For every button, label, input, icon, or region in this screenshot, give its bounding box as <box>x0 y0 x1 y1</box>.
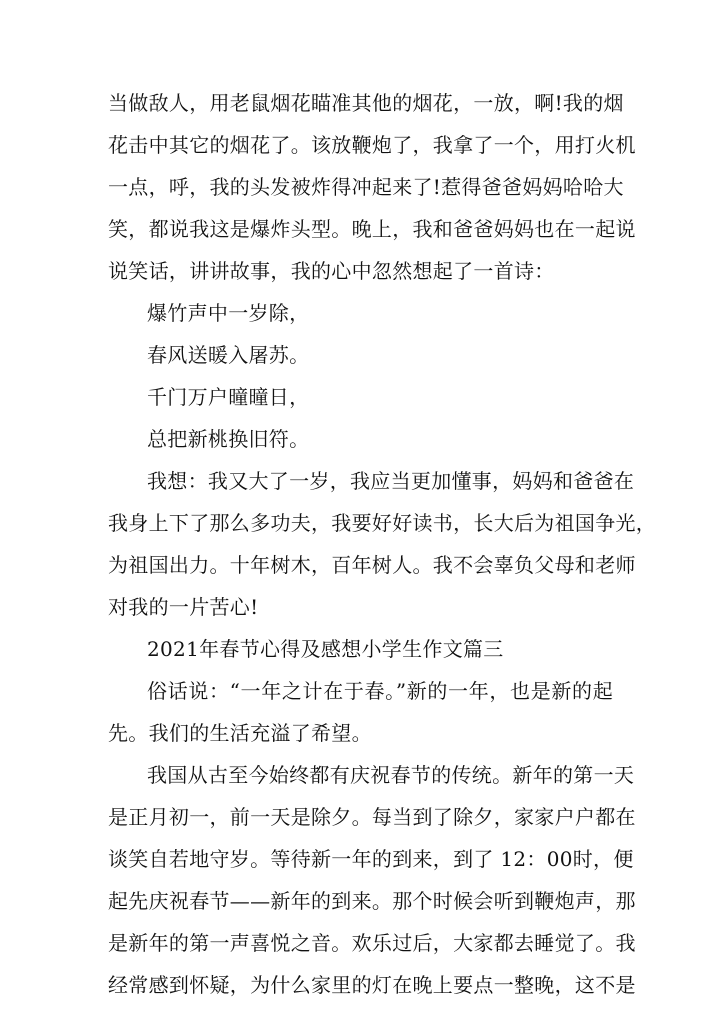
text-line: 经常感到怀疑，为什么家里的灯在晚上要点一整晚，这不是 <box>108 973 636 997</box>
text-line: 笑，都说我这是爆炸头型。晚上，我和爸爸妈妈也在一起说 <box>108 217 636 241</box>
text-line: 起先庆祝春节——新年的到来。那个时候会听到鞭炮声，那 <box>108 889 636 913</box>
poem-line: 爆竹声中一岁除， <box>147 301 310 325</box>
text-line: 我国从古至今始终都有庆祝春节的传统。新年的第一天 <box>147 763 635 787</box>
text-line: 俗话说：“一年之计在于春。”新的一年，也是新的起 <box>147 679 613 703</box>
text-line: 对我的一片苦心! <box>108 595 259 619</box>
text-line: 是正月初一，前一天是除夕。每当到了除夕，家家户户都在 <box>108 805 636 829</box>
text-line: 为祖国出力。十年树木，百年树人。我不会辜负父母和老师 <box>108 553 636 577</box>
text-line: 花击中其它的烟花了。该放鞭炮了，我拿了一个，用打火机 <box>108 133 636 157</box>
poem-line: 总把新桃换旧符。 <box>147 427 310 451</box>
poem-line: 春风送暖入屠苏。 <box>147 343 310 367</box>
section-heading: 2021年春节心得及感想小学生作文篇三 <box>147 637 504 661</box>
text-line: 一点，呼，我的头发被炸得冲起来了!惹得爸爸妈妈哈哈大 <box>108 175 624 199</box>
text-line: 我身上下了那么多功夫，我要好好读书，长大后为祖国争光， <box>108 511 657 535</box>
poem-line: 千门万户曈曈日， <box>147 385 310 409</box>
text-line: 是新年的第一声喜悦之音。欢乐过后，大家都去睡觉了。我 <box>108 931 636 955</box>
text-line: 当做敌人，用老鼠烟花瞄准其他的烟花，一放，啊!我的烟 <box>108 91 624 115</box>
text-line: 我想：我又大了一岁，我应当更加懂事，妈妈和爸爸在 <box>147 469 635 493</box>
text-line: 先。我们的生活充溢了希望。 <box>108 721 372 745</box>
text-line: 说笑话，讲讲故事，我的心中忽然想起了一首诗： <box>108 259 555 283</box>
text-line: 谈笑自若地守岁。等待新一年的到来，到了 12：00时，便 <box>108 847 634 871</box>
